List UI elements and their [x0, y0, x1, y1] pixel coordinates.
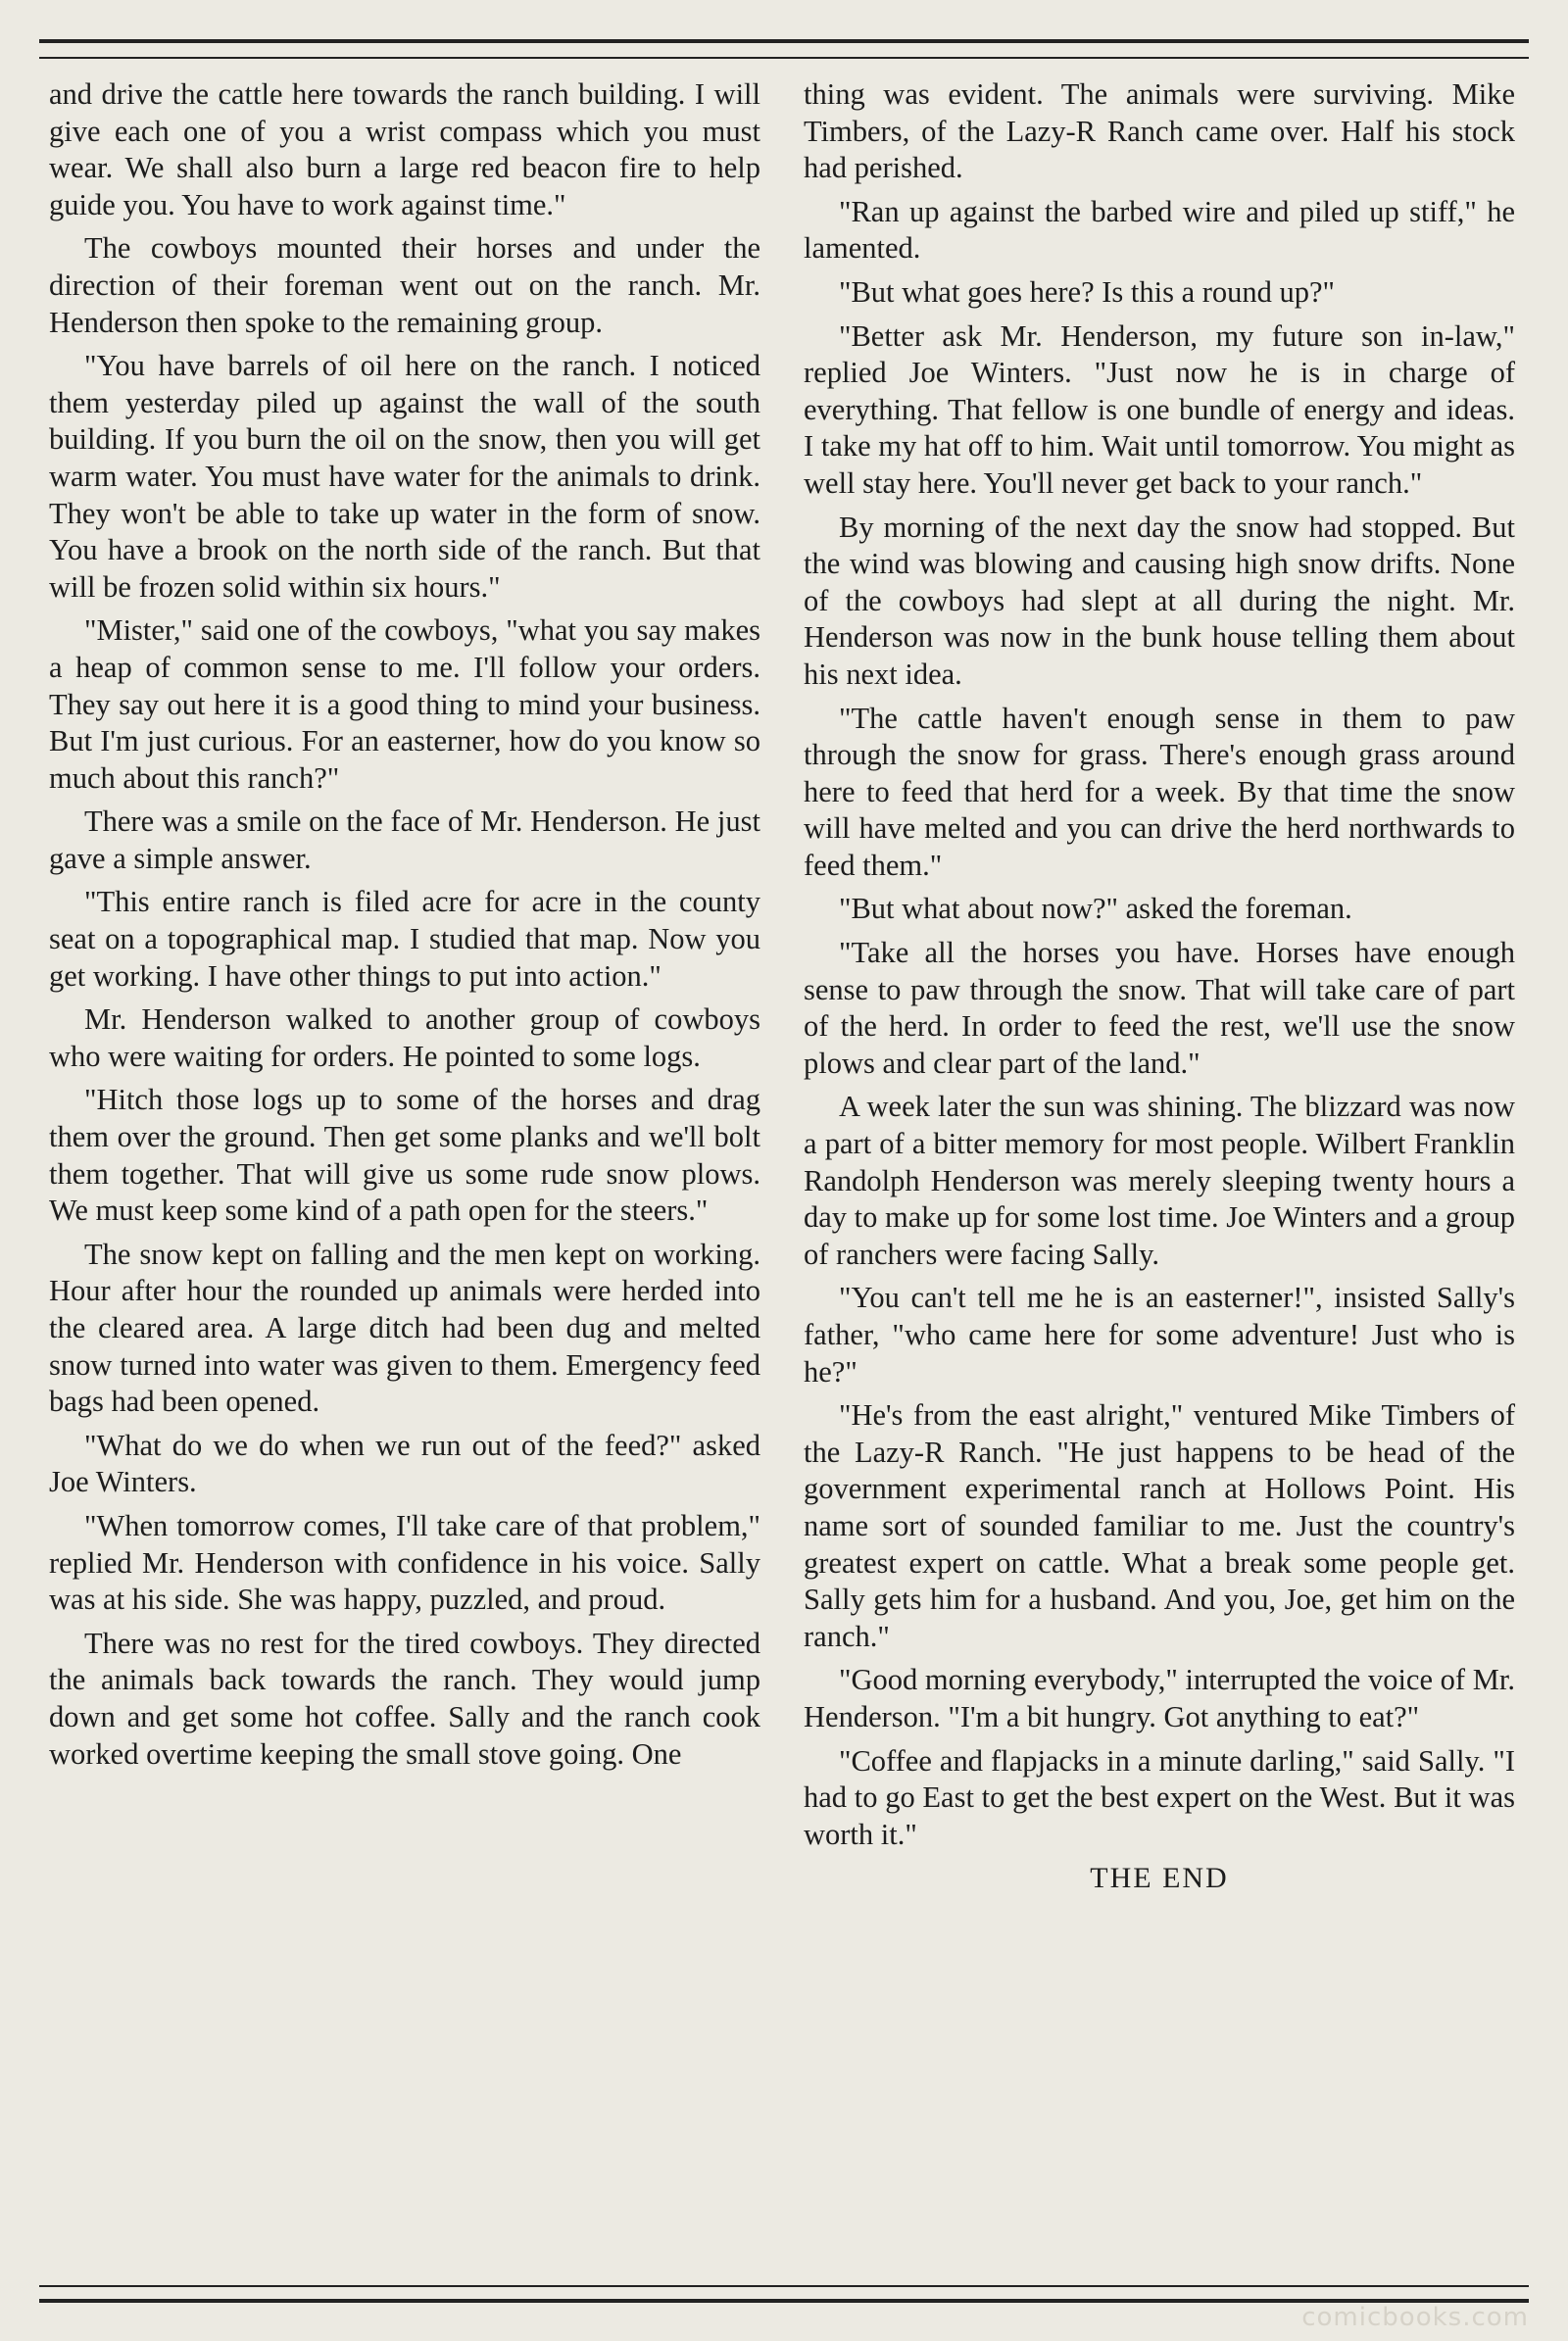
- story-paragraph: "Better ask Mr. Henderson, my future son in-law," replied Joe Winters. "Just now he is in charge of everything. That fellow is one bundle of energy and ideas. I take my hat off to him. Wait until tomorrow. You might as well stay here. You'll never get back to your ranch.": [804, 318, 1515, 500]
- story-paragraph: "Hitch those logs up to some of the horses and drag them over the ground. Then get some planks and we'll bolt them together. That will give us some rude snow plows. We must keep some kind of a path open for the steers.": [49, 1083, 760, 1228]
- story-paragraph: "Ran up against the barbed wire and piled up stiff," he lamented.: [804, 194, 1515, 266]
- story-paragraph: There was a smile on the face of Mr. Henderson. He just gave a simple answer.: [49, 805, 760, 875]
- story-paragraph: There was no rest for the tired cowboys. They directed the animals back towards the ranch. They would jump down and get some hot coffee. Sally and the ranch cook worked overtime keeping the small stove going. One: [49, 1626, 760, 1771]
- story-paragraph: By morning of the next day the snow had stopped. But the wind was blowing and causing high snow drifts. None of the cowboys had slept at all during the night. Mr. Henderson was now in the bunk house telling them about his next idea.: [804, 510, 1515, 691]
- the-end-label: THE END: [1090, 1862, 1229, 1895]
- story-paragraph: "But what about now?" asked the foreman.: [839, 892, 1352, 926]
- watermark-text: comicbooks.com: [1301, 2303, 1529, 2332]
- story-paragraph: A week later the sun was shining. The blizzard was now a part of a bitter memory for most people. Wilbert Franklin Randolph Henderson was merely sleeping twenty hours a day to make up for some lost time. Joe Winters and a group of ranchers were facing Sally.: [804, 1090, 1515, 1271]
- story-paragraph: "He's from the east alright," ventured Mike Timbers of the Lazy-R Ranch. "He just happens to be head of the government experimental ranch at Hollows Point. His name sort of sounded familiar to me. Just the country's greatest expert on cattle. What a break some people get. Sally gets him for a husband. And you, Joe, get him on the ranch.": [804, 1398, 1515, 1653]
- story-paragraph: "Coffee and flapjacks in a minute darling," said Sally. "I had to go East to get the best expert on the West. But it was worth it.": [804, 1743, 1515, 1851]
- top-rule: [39, 39, 1529, 59]
- story-paragraph: "What do we do when we run out of the feed?" asked Joe Winters.: [49, 1428, 760, 1499]
- story-paragraph: Mr. Henderson walked to another group of cowboys who were waiting for orders. He pointed to some logs.: [49, 1002, 760, 1073]
- story-paragraph: "You have barrels of oil here on the ranch. I noticed them yesterday piled up against the wall of the south building. If you burn the oil on the snow, then you will get warm water. You must have water for the animals to drink. They won't be able to take up water in the form of snow. You have a brook on the north side of the ranch. But that will be frozen solid within six hours.": [49, 349, 760, 604]
- story-paragraph: The cowboys mounted their horses and under the direction of their foreman went out on the ranch. Mr. Henderson then spoke to the remaining group.: [49, 231, 760, 339]
- story-paragraph: "The cattle haven't enough sense in them to paw through the snow for grass. There's enough grass around here to feed that herd for a week. By that time the snow will have melted and you can drive the herd northwards to feed them.": [804, 701, 1515, 882]
- bottom-rule: [39, 2285, 1529, 2303]
- story-paragraph: "When tomorrow comes, I'll take care of that problem," replied Mr. Henderson with confidence in his voice. Sally was at his side. She was happy, puzzled, and proud.: [49, 1508, 760, 1617]
- story-paragraph: "But what goes here? Is this a round up?": [839, 274, 1336, 309]
- left-column: [49, 76, 760, 1780]
- story-paragraph: "Mister," said one of the cowboys, "what you say makes a heap of common sense to me. I'll follow your orders. They say out here it is a good thing to mind your business. But I'm just curious. For an easterner, how do you know so much about this ranch?": [49, 613, 760, 795]
- story-paragraph: "This entire ranch is filed acre for acre in the county seat on a topographical map. I studied that map. Now you get working. I have other things to put into action.": [49, 885, 760, 993]
- story-paragraph: The snow kept on falling and the men kept on working. Hour after hour the rounded up animals were herded into the cleared area. A large ditch had been dug and melted snow turned into water was given to them. Emergency feed bags had been opened.: [49, 1237, 760, 1419]
- right-column: [804, 76, 1515, 1904]
- story-paragraph: thing was evident. The animals were surviving. Mike Timbers, of the Lazy-R Ranch came over. Half his stock had perished.: [804, 77, 1515, 185]
- story-paragraph: "Good morning everybody," interrupted the voice of Mr. Henderson. "I'm a bit hungry. Got anything to eat?": [804, 1663, 1515, 1733]
- story-paragraph: and drive the cattle here towards the ranch building. I will give each one of you a wrist compass which you must wear. We shall also burn a large red beacon fire to help guide you. You have to work against time.": [49, 77, 760, 221]
- story-paragraph: "You can't tell me he is an easterner!", insisted Sally's father, "who came here for some adventure! Just who is he?": [804, 1281, 1515, 1389]
- story-paragraph: "Take all the horses you have. Horses have enough sense to paw through the snow. That will take care of part of the herd. In order to feed the rest, we'll use the snow plows and clear part of the land.": [804, 936, 1515, 1080]
